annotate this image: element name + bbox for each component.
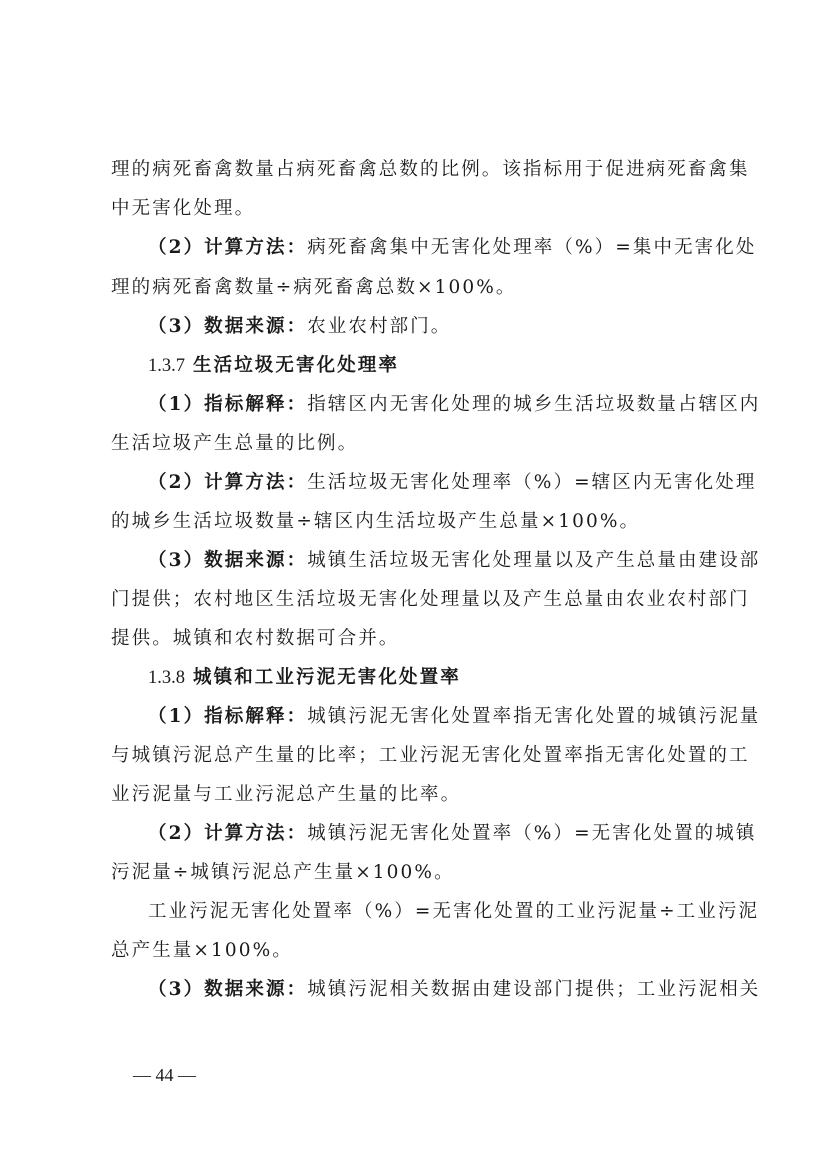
paragraph-line	[111, 744, 750, 768]
calc-method-paragraph	[148, 471, 757, 495]
data-source-paragraph	[148, 315, 717, 339]
body-text: 城镇污泥无害化处置率指无害化处置的城镇污泥量	[307, 706, 761, 727]
section-number: 1.3.8	[148, 668, 185, 688]
data-source-paragraph	[148, 549, 761, 573]
item-label: （3）数据来源：	[148, 550, 308, 571]
section-heading-1-3-8	[148, 666, 717, 690]
body-text: 农业农村部门。	[307, 316, 452, 337]
item-label: （3）数据来源：	[148, 979, 308, 1000]
paragraph-line	[111, 783, 717, 807]
calc-method-paragraph	[148, 236, 757, 260]
body-text: 生活垃圾产生总量的比例。	[111, 433, 359, 454]
body-text: 的城乡生活垃圾数量÷辖区内生活垃圾产生总量×100%。	[111, 511, 641, 532]
body-text: 业污泥量与工业污泥总产生量的比率。	[111, 784, 462, 805]
body-text: 指辖区内无害化处理的城乡生活垃圾数量占辖区内	[307, 394, 761, 415]
body-text: 城镇生活垃圾无害化处理量以及产生总量由建设部	[307, 550, 761, 571]
body-text: 理的病死畜禽数量占病死畜禽总数的比例。该指标用于促进病死畜禽集	[111, 159, 750, 180]
definition-paragraph	[148, 393, 761, 417]
section-heading-1-3-7	[148, 354, 717, 378]
paragraph-line	[111, 276, 717, 300]
calc-method-paragraph	[148, 822, 757, 846]
body-text: 中无害化处理。	[111, 198, 256, 219]
body-text: 门提供；农村地区生活垃圾无害化处理量以及产生总量由农业农村部门	[111, 589, 750, 610]
section-title: 生活垃圾无害化处理率	[193, 355, 400, 376]
paragraph-line	[111, 627, 717, 651]
data-source-paragraph	[148, 978, 761, 1002]
body-text: 总产生量×100%。	[111, 940, 293, 961]
body-text: 病死畜禽集中无害化处理率（%）=集中无害化处	[307, 237, 757, 258]
paragraph-line	[111, 510, 717, 534]
body-text: 污泥量÷城镇污泥总产生量×100%。	[111, 862, 455, 883]
item-label: （2）计算方法：	[148, 237, 308, 258]
section-number: 1.3.7	[148, 356, 185, 376]
item-label: （1）指标解释：	[148, 706, 308, 727]
body-text: 提供。城镇和农村数据可合并。	[111, 628, 400, 649]
paragraph-line	[111, 197, 717, 221]
paragraph-line	[111, 861, 717, 885]
body-text: 与城镇污泥总产生量的比率；工业污泥无害化处置率指无害化处置的工	[111, 745, 750, 766]
paragraph-line	[111, 432, 717, 456]
definition-paragraph	[148, 705, 761, 729]
item-label: （1）指标解释：	[148, 394, 308, 415]
section-title: 城镇和工业污泥无害化处置率	[193, 667, 461, 688]
item-label: （2）计算方法：	[148, 823, 308, 844]
body-text: 城镇污泥无害化处置率（%）=无害化处置的城镇	[307, 823, 757, 844]
body-text: 工业污泥无害化处置率（%）=无害化处置的工业污泥量÷工业污泥	[148, 901, 760, 922]
paragraph-line	[111, 588, 750, 612]
body-text: 理的病死畜禽数量÷病死畜禽总数×100%。	[111, 277, 517, 298]
body-text: 城镇污泥相关数据由建设部门提供；工业污泥相关	[307, 979, 761, 1000]
item-label: （2）计算方法：	[148, 472, 308, 493]
paragraph-line	[111, 939, 717, 963]
paragraph-line	[111, 158, 750, 182]
item-label: （3）数据来源：	[148, 316, 308, 337]
body-text: 生活垃圾无害化处理率（%）=辖区内无害化处理	[307, 472, 757, 493]
formula-paragraph	[148, 900, 760, 924]
page-number: — 44 —	[133, 1065, 196, 1085]
